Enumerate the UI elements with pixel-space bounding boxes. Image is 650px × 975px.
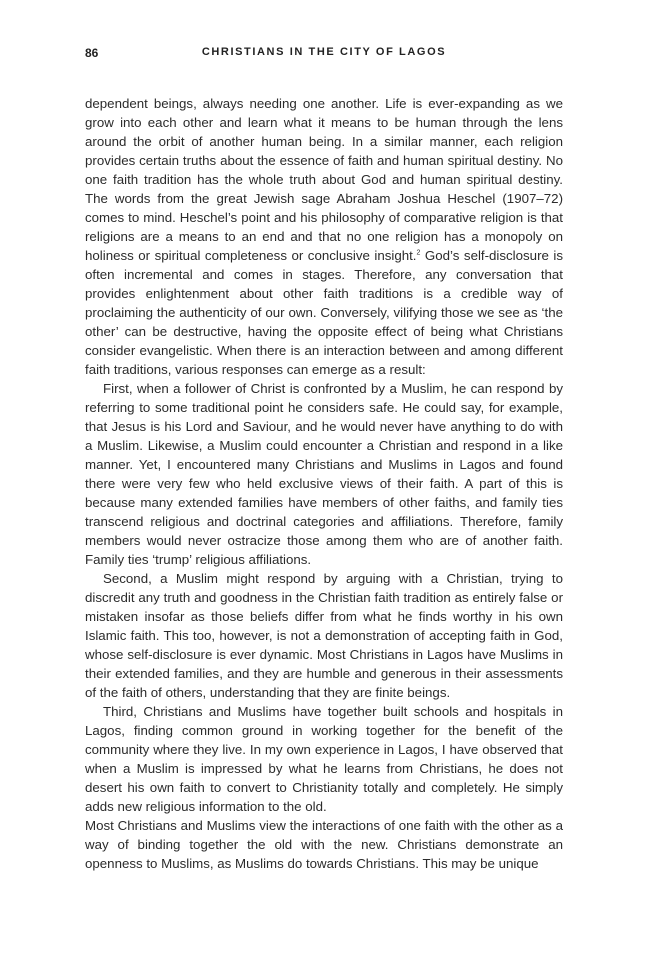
page-number: 86 [85,46,99,60]
body-text [85,94,563,873]
paragraph-second: Second, a Muslim might respond by arguing with a Christian, trying to discredit any truth and goodness in the Christian faith tradition as entirely false or mistaken insofar as those beliefs differ from what he finds worthy in his own Islamic faith. This too, however, is not a demonstration of accepting faith in God, whose self-disclosure is ever dynamic. Most Christians in Lagos have Muslims in their extended families, and they are humble and generous in their assessments of the faith of others, understanding that they are finite beings. [85,571,563,700]
paragraph-first: First, when a follower of Christ is confronted by a Muslim, he can respond by referring to some traditional point he considers safe. He could say, for example, that Jesus is his Lord and Saviour, and he would never have anything to do with a Muslim. Likewise, a Muslim could encounter a Christian and respond in a like manner. Yet, I encountered many Christians and Muslims in Lagos and found there were very few who held exclusive views of their faith. A part of this is because many extended families have members of other faiths, and family ties transcend religious and doctrinal categories and affiliations. Therefore, family members would never ostracize those among them who are of another faith. Family ties ‘trump’ religious affiliations. [85,381,563,567]
paragraph-third: Third, Christians and Muslims have together built schools and hospitals in Lagos, finding common ground in working together for the benefit of the community where they live. In my own experience in Lagos, I have observed that when a Muslim is impressed by what he learns from Christians, he does not desert his own faith to convert to Christianity totally and completely. He simply adds new religious information to the old. [85,704,563,814]
paragraph-closing: Most Christians and Muslims view the interactions of one faith with the other as a way of binding together the old with the new. Christians demonstrate an openness to Muslims, as Muslims do towards Christians. This may be unique [85,818,563,871]
running-head [85,46,563,62]
paragraph-text-continued: God’s self-disclosure is often incremental and comes in stages. Therefore, any conversation that provides enlightenment about other faith traditions is a credible way of proclaiming the authenticity of our own. Conversely, vilifying those we see as ‘the other’ can be destructive, having the opposite effect of being what Christians consider evangelistic. When there is an interaction between and among different faith traditions, various responses can emerge as a result: [85,248,564,377]
paragraph-continuation [85,94,563,379]
footnote-marker: 2 [416,249,421,257]
running-title: CHRISTIANS IN THE CITY OF LAGOS [201,46,447,58]
paragraph-text: dependent beings, always needing one another. Life is ever-expanding as we grow into each other and learn what it means to be human through the lens around the orbit of another human being. In a similar manner, each religion provides certain truths about the essence of faith and human spiritual destiny. No one faith tradition has the whole truth about God and human spiritual destiny. The words from the great Jewish sage Abraham Joshua Heschel (1907–72) comes to mind. Heschel’s point and his philosophy of comparative religion is that religions are a means to an end and that no one religion has a monopoly on holiness or spiritual completeness or conclusive insight. [85,96,563,263]
